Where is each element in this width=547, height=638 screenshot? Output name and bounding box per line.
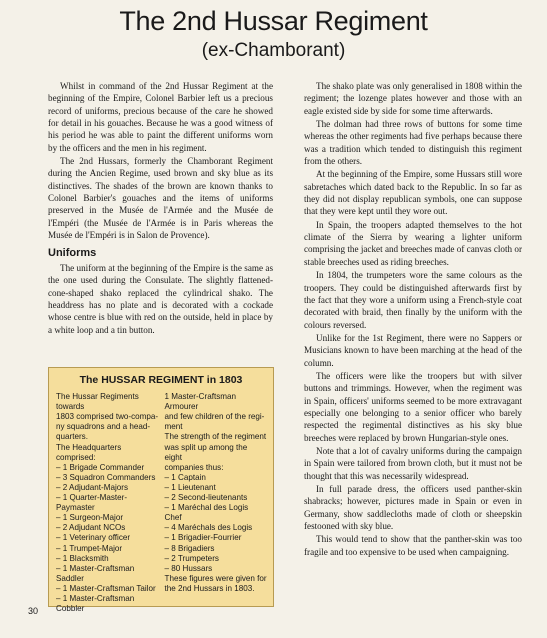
sidebar-line: – 1 Maréchal des Logis Chef [164,503,249,523]
sidebar-line: The Headquarters comprised: [56,442,122,462]
page-number: 30 [28,606,39,616]
paragraph: The dolman had three rows of buttons for some time whereas the other regiments had five perhaps because there was a tradition which tended to distinguish this regiment from the others. [304,119,522,167]
sidebar-line: – 2 Second-lieutenants [164,493,248,503]
paragraph: The shako plate was only generalised in 1808 within the regiment; the lozenge plates however and those with an eagle existed side by side for some time afterwards. [304,81,522,116]
sidebar-line: ment [164,422,183,432]
sidebar-line: and few children of the regi- [164,412,265,422]
sidebar-line: – 1 Brigade Commander [56,462,145,472]
sidebar-line: was split up among the eight [164,442,248,462]
sidebar-line: – 1 Captain [164,472,206,482]
page-title: The 2nd Hussar Regiment [119,6,428,36]
paragraph: At the beginning of the Empire, some Hussars still wore sabretaches which dated back to the Republic. In so far as they did not display republican symbols, one can suppose that they were kept until they wore out. [304,169,522,217]
sidebar-line: – 1 Brigadier-Fourrier [164,533,242,543]
sidebar-line: – 1 Trumpet-Major [56,543,123,553]
sidebar-line: – 4 Maréchals des Logis [164,523,253,533]
sidebar-left-column [56,392,159,614]
paragraph: The uniform at the beginning of the Empire is the same as the one used during the Consulate. The slightly flattened-cone-shaped shako replaced the cylindrical shako. The headdress has no plate and is decorated with a cockade whose centre is blue with red on the outside, held in place by a white loop and a tin button. [48,262,273,335]
sidebar-line: – 2 Adjudant NCOs [56,523,126,533]
sidebar-line: – 80 Hussars [164,563,213,573]
paragraph: Note that a lot of cavalry uniforms during the campaign in Spain were tailored from brown cloth, but it must not be thought that this was necessarily widespread. [304,445,522,481]
sidebar-line: These figures were given for [164,573,267,583]
sidebar-line: The Hussar Regiments towards [56,392,139,412]
sidebar-line: – 1 Master-Craftsman Tailor [56,583,156,593]
sidebar-line: companies thus: [164,462,224,472]
paragraph: In Spain, the troopers adapted themselves to the hot climate of the Sierra by wearing a lighter uniform comprising the jacket and breeches made of canvas cloth or stable breeches used as riding breeches. [304,219,522,267]
page-subtitle: (ex-Chamborant) [201,40,346,61]
paragraph: In 1804, the trumpeters wore the same colours as the troopers. They could be distinguished afterwards first by the fact that they wore a uniform using a French-style coat decorated with braid, then finally by the uniform with the colours reversed. [304,270,522,330]
sidebar-line: quarters. [56,432,88,442]
paragraph: This would tend to show that the panther-skin was too fragile and too expensive to be used when campaigning. [304,534,522,557]
sidebar-line: – 2 Adjudant-Majors [56,482,128,492]
sidebar-line: – 1 Master-Craftsman Saddler [56,563,135,583]
sidebar-line: ny squadrons and a head- [56,422,151,432]
sidebar-line: – 3 Squadron Commanders [56,472,156,482]
sidebar-line: 1 Master-Craftsman Armourer [164,392,237,412]
sidebar-line: – 1 Lieutenant [164,482,216,492]
right-column [304,80,522,558]
sidebar-line: 1803 comprised two-compa- [56,412,159,422]
paragraph: The officers were like the troopers but with silver buttons and trimmings. However, when the regiment was in Spain, officers' uniforms seemed to be more extravagant especially one belonging to a senior officer who barely respected the regimental distinctives as his sky blue breeches were replaced by brown Hungarian-style ones. [304,370,522,443]
sidebar-line: – 1 Surgeon-Major [56,513,124,523]
paragraph: Unlike for the 1st Regiment, there were no Sappers or Musicians known to have been marching at the head of the column. [304,332,522,368]
sidebar-line: – 1 Quarter-Master-Paymaster [56,493,128,513]
section-heading-uniforms: Uniforms [48,247,97,260]
sidebar-line: – 1 Veterinary officer [56,533,131,543]
paragraph: The 2nd Hussars, formerly the Chamborant Regiment during the Ancien Regime, used brown and sky blue as its distinctives. The shades of the brown are known thanks to Colonel Barbier's gouaches and the items of uniforms preserved in the Musée de l'Armée and the Musée de l'Empéri (the Musée de l'Armée is in Paris whereas the Musée de l'Empéri is in Salon de Provence). [48,156,273,241]
sidebar-line: – 2 Trumpeters [164,553,219,563]
hussar-regiment-sidebar-box [48,367,274,614]
left-column [48,80,273,336]
paragraph: In full parade dress, the officers used panther-skin shabracks; however, pictures made in Spain or even in Germany, show saddlecloths made of cloth or sheepskin festooned with sky blue. [304,484,522,532]
sidebar-line: – 8 Brigadiers [164,543,215,553]
sidebar-line: – 1 Blacksmith [56,553,109,563]
sidebar-line: The strength of the regiment [164,432,267,442]
sidebar-line: the 2nd Hussars in 1803. [164,583,255,593]
sidebar-right-column [165,392,268,614]
sidebar-line: – 1 Master-Craftsman Cobbler [56,593,135,614]
sidebar-title: The HUSSAR REGIMENT in 1803 [79,374,243,386]
paragraph: Whilst in command of the 2nd Hussar Regiment at the beginning of the Empire, Colonel Barbier left us a precious record of uniforms, precious because of the care he showed for detail in his gouaches. Because he was a good witness of his period he was able to paint the different uniforms worn by the officers and the men in his regiment. [48,81,273,153]
